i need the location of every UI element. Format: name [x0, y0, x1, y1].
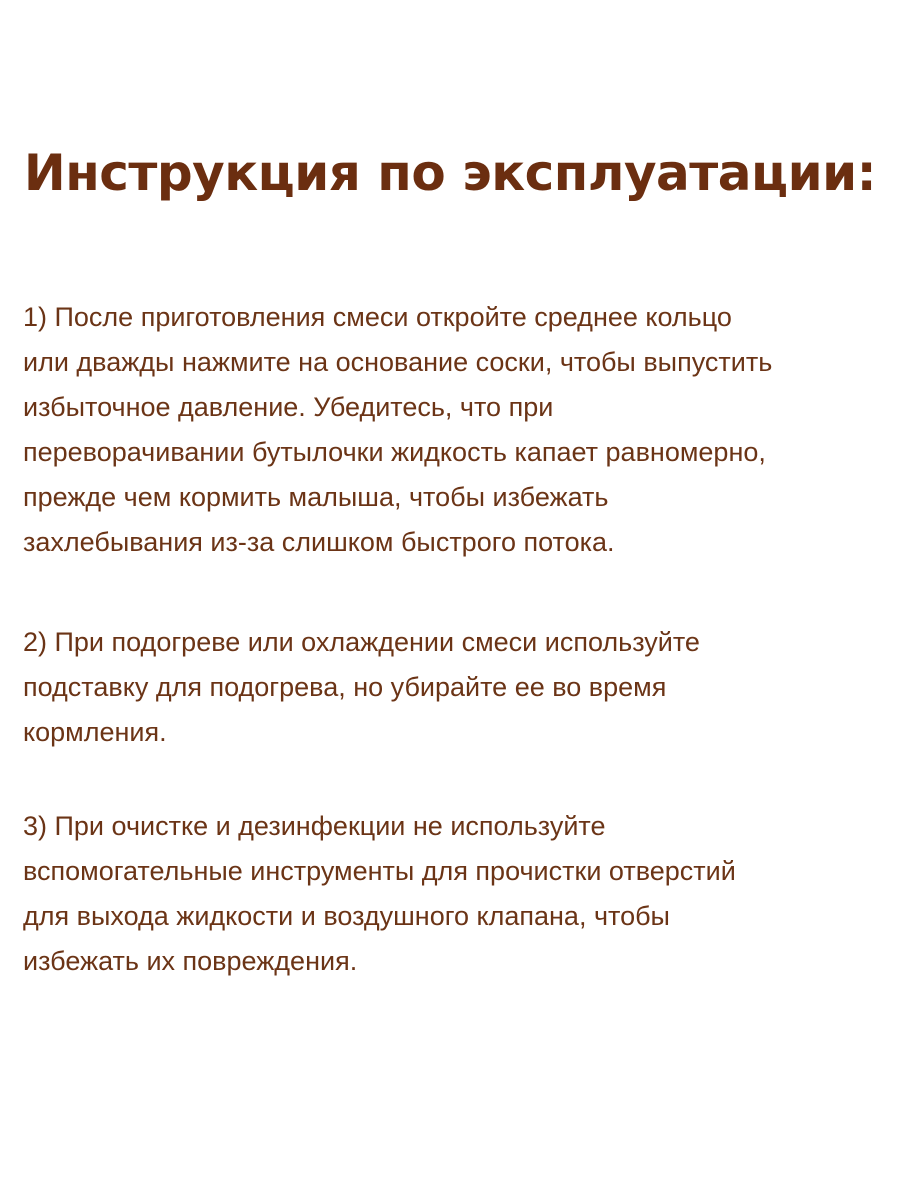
instruction-line: прежде чем кормить малыша, чтобы избежать — [23, 482, 609, 512]
instruction-line: 1) После приготовления смеси откройте среднее кольцо — [23, 302, 732, 332]
instruction-line: подставку для подогрева, но убирайте ее во время — [23, 672, 667, 702]
instruction-line: избежать их повреждения. — [23, 946, 358, 976]
instruction-line: 3) При очистке и дезинфекции не используйте — [23, 811, 606, 841]
instruction-line: захлебывания из-за слишком быстрого потока. — [23, 527, 615, 557]
instruction-line: для выхода жидкости и воздушного клапана, чтобы — [23, 901, 670, 931]
instruction-step-3 — [23, 804, 883, 984]
page-title: Инструкция по эксплуатации: — [23, 144, 877, 202]
instruction-step-2 — [23, 620, 883, 755]
instruction-step-1 — [23, 295, 883, 565]
instruction-line: переворачивании бутылочки жидкость капает равномерно, — [23, 437, 766, 467]
instruction-line: 2) При подогреве или охлаждении смеси используйте — [23, 627, 700, 657]
instruction-line: кормления. — [23, 717, 167, 747]
instruction-line: вспомогательные инструменты для прочистки отверстий — [23, 856, 736, 886]
instruction-line: или дважды нажмите на основание соски, чтобы выпустить — [23, 347, 773, 377]
instruction-line: избыточное давление. Убедитесь, что при — [23, 392, 554, 422]
